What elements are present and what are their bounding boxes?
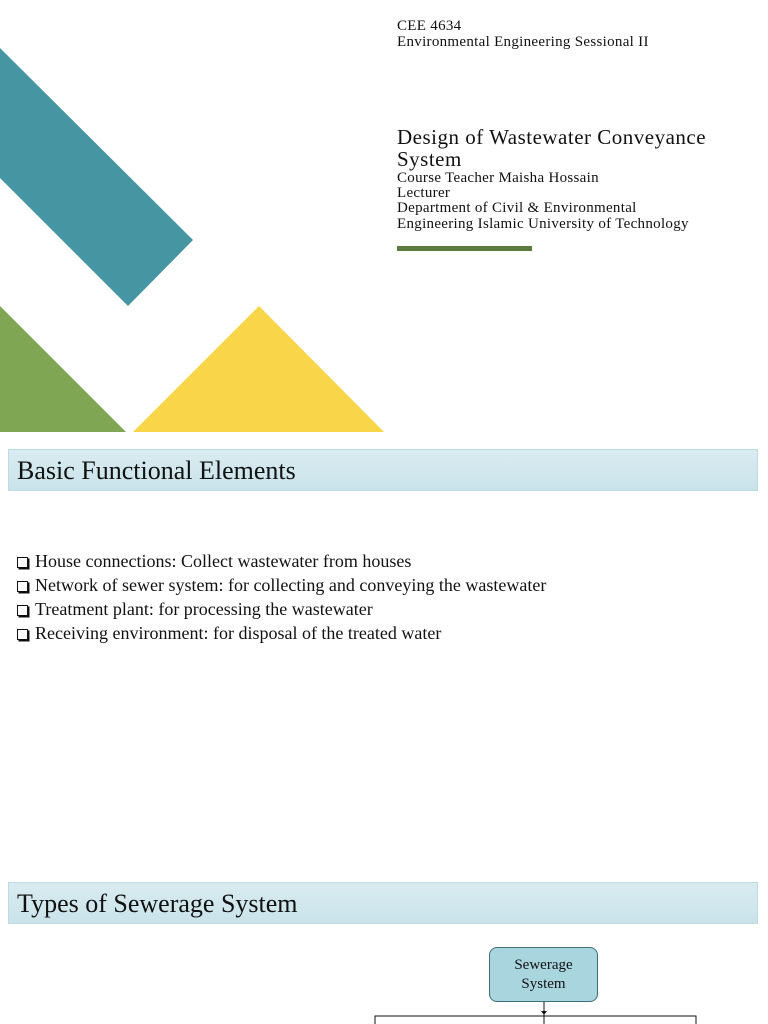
course-name: Environmental Engineering Sessional II [397, 34, 649, 50]
department-line-1: Department of Civil & Environmental [397, 200, 637, 216]
functional-elements-slide [0, 440, 768, 872]
bullet-text: Receiving environment: for disposal of the treated water [35, 623, 442, 643]
green-triangle [0, 306, 126, 432]
sewerage-types-slide [0, 872, 768, 1024]
list-item [17, 621, 546, 645]
title-slide [0, 0, 768, 440]
slide-title: Types of Sewerage System [17, 889, 298, 918]
slide-title-band [8, 449, 758, 491]
list-item [17, 597, 546, 621]
root-node-label: Sewerage System [514, 956, 573, 992]
yellow-triangle [133, 306, 384, 432]
decorative-shapes [0, 0, 390, 440]
deck-title: Design of Wastewater Conveyance System [397, 125, 707, 171]
teal-diagonal-band [0, 48, 193, 306]
bullet-text: House connections: Collect wastewater from houses [35, 551, 412, 571]
bullet-text: Network of sewer system: for collecting and conveying the wastewater [35, 575, 547, 595]
bullet-text: Treatment plant: for processing the wastewater [35, 599, 373, 619]
checkbox-bullet-icon [17, 629, 28, 640]
checkbox-bullet-icon [17, 557, 28, 568]
bullet-list [17, 549, 546, 645]
list-item [17, 573, 546, 597]
diagram-connectors [0, 872, 768, 1024]
list-item [17, 549, 546, 573]
slide-title: Basic Functional Elements [17, 456, 296, 485]
course-teacher: Course Teacher Maisha Hossain [397, 170, 599, 186]
department-line-2: Engineering Islamic University of Technology [397, 216, 689, 232]
checkbox-bullet-icon [17, 605, 28, 616]
teacher-role: Lecturer [397, 185, 451, 201]
checkbox-bullet-icon [17, 581, 28, 592]
branch-connector [375, 1016, 696, 1024]
connector-arrowhead [541, 1011, 547, 1015]
course-code: CEE 4634 [397, 18, 462, 34]
accent-bar [397, 246, 532, 251]
